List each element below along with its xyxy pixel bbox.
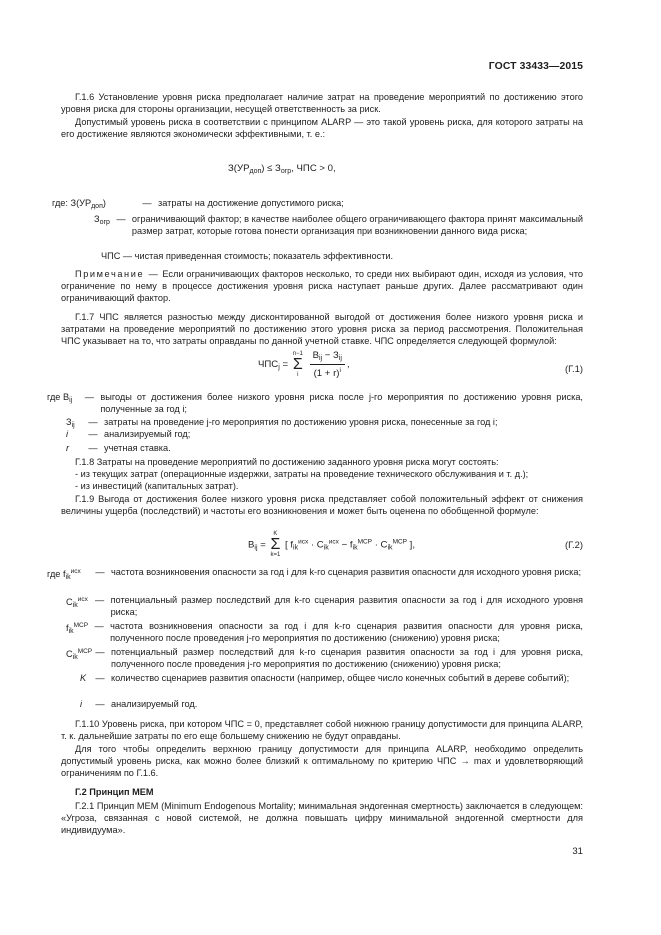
definition-symbol: где $В_{ij}$	[47, 392, 73, 404]
formula-lhs-sub: доп	[249, 168, 262, 175]
formula-npv: $ЧПС_j$ = n−1 Σ i $\frac{В_{ij} - З_{ij}}{(1 + r)^i}$ ,	[258, 350, 350, 379]
fraction: $\frac{В_{ij} - З_{ij}}{(1 + r)^i}$	[310, 350, 345, 379]
equation-number: (Г.1)	[565, 363, 583, 374]
paragraph-upper-bound	[61, 743, 583, 779]
paragraph-text: Г.1.6 Установление уровня риска предполагает наличие затрат на проведение мероприятий по достижению этого уровня риска для стороны организации, несущей ответственность за риск.	[61, 92, 583, 115]
paragraph-text: Г.1.8 Затраты на проведение мероприятий по достижению заданного уровня риска могут состоять:	[75, 457, 499, 467]
definition-text: потенциальный размер последствий для k-го сценария развития опасности за год i для уровня риска, полученного после проведения j-го мероприятия по достижению (снижению) уровня риска;	[111, 647, 583, 670]
definition-symbol: r	[66, 443, 70, 453]
section-heading: Г.2 Принцип MEM	[75, 787, 154, 797]
definition-text: затраты на достижение допустимого риска;	[158, 198, 344, 208]
formula-benefit: $В_{ij}$ = K Σ k=1 [ $f_{ik}^{исх} \cdot C_{ik}^{исх} - f_{ik}^{MCP} \cdot C_{ik}^{MCP}$ ],	[248, 531, 416, 558]
definition-item	[66, 646, 583, 670]
sum-sign: n−1 Σ i	[292, 350, 303, 378]
definition-dash: —	[88, 417, 98, 427]
definition-symbol: i	[66, 429, 69, 439]
paragraph-g21	[61, 800, 583, 836]
definition-symbol: K	[80, 673, 87, 683]
definition-item	[47, 566, 583, 584]
formula-rhs-sub: огр	[280, 168, 292, 175]
definition-item	[80, 672, 583, 684]
formula-lhs: З(УР	[228, 163, 250, 174]
definition-dash: —	[142, 198, 152, 208]
definition-item	[94, 213, 583, 237]
definition-text: анализируемый год.	[111, 699, 198, 709]
definition-item	[52, 197, 583, 213]
paragraph-text: Г.1.10 Уровень риска, при котором ЧПС = 0, представляет собой нижнюю границу допустимости для принципа ALARP, т. к. дальнейшие затраты по его еще большему снижению не будут оправданы.	[61, 719, 583, 742]
definition-item	[66, 594, 583, 618]
paragraph-text: Для того чтобы определить верхнюю границу допустимости для принципа ALARP, необходимо определить допустимый уровень риска, как можно более близкий к оптимальному по критерию ЧПС → max и удовлетворяющий ограничениям по Г.1.6.	[61, 744, 583, 779]
definition-dash: —	[84, 392, 94, 402]
paragraph-text: Г.1.7 ЧПС является разностью между дисконтированной выгодой от достижения более низкого уровня риска и затратами на проведение мероприятий по достижению этого уровня риска за период рассмотрения. Положительная ЧПС указывает на то, что затраты оправданы по данной учетной ставке. ЧПС определяется следующей формулой:	[61, 312, 583, 347]
definition-text: затраты на проведение j-го мероприятия по достижению уровня риска, понесенные за год i;	[104, 417, 498, 427]
section-heading-g2	[61, 786, 583, 798]
definition-text: потенциальный размер последствий для k-го сценария развития опасности за год i для исходного уровня риска;	[110, 595, 583, 618]
definition-dash: —	[88, 429, 98, 439]
paragraph-g19	[61, 493, 583, 517]
paragraph-text: Г.1.9 Выгода от достижения более низкого уровня риска представляет собой положительный эффект от снижения величины ущерба (последствий) и частоты его возникновения и может быть оценена по обобщенной формуле:	[61, 494, 583, 517]
definition-text: частота возникновения опасности за год i для k-го сценария развития опасности для уровня риска, полученного после проведения j-го мероприятия по достижению (снижению) уровня риска;	[110, 621, 583, 644]
paragraph-g110	[61, 718, 583, 742]
formula-rel: ) ≤ З	[261, 163, 281, 174]
definition-symbol: $З_{огр}$	[94, 214, 110, 226]
paragraph-g18	[61, 456, 583, 492]
list-item: - из текущих затрат (операционные издержки, затраты на проведение технического обслуживания и т. д.);	[75, 469, 529, 480]
note-text: Примечание — Если ограничивающих факторов несколько, то среди них выбирают один, исходя из условия, что ограничение по нему в процессе достижения уровня риска наступает раньше других. Далее рассматривают один ограничивающий фактор.	[61, 269, 584, 304]
definition-item	[101, 250, 583, 262]
sum-sign: K Σ k=1	[270, 531, 281, 558]
definition-dash: —	[94, 621, 104, 631]
definition-text: выгоды от достижения более низкого уровня риска после j-го мероприятия по достижению уровня риска, полученные за год i;	[100, 392, 583, 415]
formula-tail: , ЧПС > 0,	[291, 163, 336, 174]
definition-item	[47, 391, 583, 415]
definition-text: количество сценариев развития опасности (например, общее число конечных событий в дереве событий);	[111, 673, 570, 683]
document-header: ГОСТ 33433—2015	[488, 61, 583, 72]
note	[61, 268, 583, 304]
definition-text: анализируемый год;	[104, 429, 191, 439]
definition-symbol: где: $З(УР_{доп})$	[52, 198, 106, 210]
page-number: 31	[572, 846, 583, 857]
paragraph-g17	[61, 311, 583, 347]
definition-dash: —	[116, 214, 126, 224]
definition-symbol: i	[80, 699, 83, 709]
definition-symbol: где $f_{ik}^{исх}$	[47, 568, 81, 581]
paragraph-alarp	[61, 116, 583, 140]
definition-symbol: $З_{ij}$	[66, 417, 75, 429]
equation-number: (Г.2)	[565, 539, 583, 550]
definition-item	[80, 698, 583, 710]
definition-text: ограничивающий фактор; в качестве наиболее общего ограничивающего фактора принят максимальный размер затрат, которые готова понести организация при возникновении данного вида риска;	[131, 214, 583, 237]
paragraph-text: Допустимый уровень риска в соответствии с принципом ALARP — это такой уровень риска, для которого затраты на его достижение являются экономически эффективными, т. е.:	[61, 117, 583, 140]
definition-dash: —	[95, 673, 105, 683]
definition-dash: —	[95, 647, 105, 657]
definition-item	[66, 442, 583, 454]
definition-dash: —	[95, 567, 105, 577]
definition-text: частота возникновения опасности за год i для k-го сценария развития опасности для исходного уровня риска;	[111, 567, 582, 577]
formula-alarp	[228, 163, 336, 178]
definition-text: ЧПС — чистая приведенная стоимость; показатель эффективности.	[101, 251, 394, 261]
definition-symbol: $C_{ik}^{исх}$	[66, 596, 88, 609]
definition-dash: —	[95, 699, 105, 709]
definition-dash: —	[94, 595, 105, 605]
paragraph-text: Г.2.1 Принцип MEM (Minimum Endogenous Mortality; минимальная эндогенная смертность) заключается в следующем: «Угроза, связанная с новой системой, не должна повышать цифру минимальной эндогенной смертности для индивидуума».	[61, 801, 583, 836]
paragraph-g16	[61, 91, 583, 115]
definition-dash: —	[88, 443, 98, 453]
list-item: - из инвестиций (капитальных затрат).	[75, 481, 239, 492]
definition-item	[66, 620, 583, 644]
definition-item	[66, 428, 583, 440]
definition-text: учетная ставка.	[104, 443, 171, 453]
note-label: Примечание —	[75, 269, 160, 279]
definition-symbol: $C_{ik}^{MCP}$	[66, 648, 93, 661]
definition-symbol: $f_{ik}^{MCP}$	[66, 622, 89, 635]
